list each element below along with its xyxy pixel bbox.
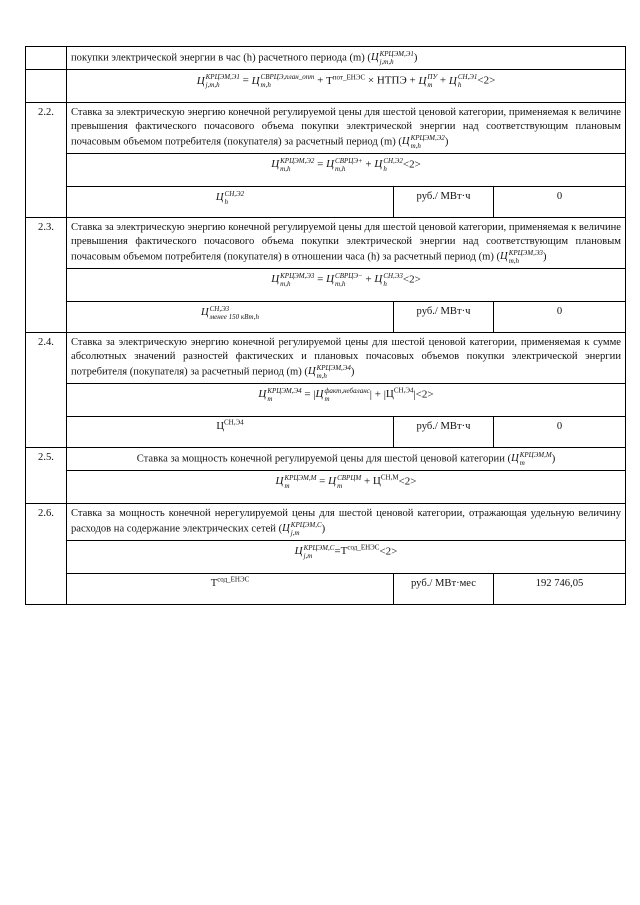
formula: Ц КРЦЭМ,Э3 m,h = Ц СВРЦЭ− m,h + Ц СН,Э3 h <2> — [67, 268, 626, 301]
row-number-cell — [26, 47, 67, 70]
row-description: Ставка за электрическую энергию конечной регулируемой цены для шестой ценовой категории, применяемая к сумме абсолютных значений разностей фактических и плановых почасовых объемов покупки электрической энергии потребителя (покупателя) за расчетный период (m) (Ц КРЦЭМ,Э4 m,h ) — [67, 332, 626, 383]
row-2-2-param — [26, 186, 626, 217]
row-2-4-formula — [26, 383, 626, 416]
row-2-5 — [26, 447, 626, 470]
param-unit: руб./ МВт·ч — [394, 416, 494, 447]
row-description: Ставка за мощность конечной нерегулируемой цены для шестой ценовой категории, отражающая удельную величину расходов на содержание электрических сетей (Ц КРЦЭМ,С j,m ) — [67, 503, 626, 540]
formula: Ц КРЦЭМ,М m = Ц СВРЦМ m + $Ц^{СН,М}<2>$ — [67, 470, 626, 503]
row-number: 2.3. — [26, 217, 67, 332]
row-2-4 — [26, 332, 626, 383]
row-2-1-formula — [26, 70, 626, 103]
row-2-3-param — [26, 301, 626, 332]
param-value: 192 746,05 — [494, 573, 626, 604]
param-symbol: Ц СН,Э3 менее 150 кВт,h — [67, 301, 394, 332]
param-value: 0 — [494, 301, 626, 332]
formula: Ц КРЦЭМ,С j,m $=Т^{сод\_ЕНЭС}<2>$ — [67, 540, 626, 573]
row-2-5-formula — [26, 470, 626, 503]
param-unit: руб./ МВт·ч — [394, 186, 494, 217]
row-description: Ставка за электрическую энергию конечной регулируемой цены для шестой ценовой категории, применяемая к величине превышения фактического почасового объема покупки электрической энергии над соответствующим плановым почасовым объемом потребителя (покупателя) в отношении часа (h) за расчетный период (m) (Ц КРЦЭМ,Э3 m,h ) — [67, 217, 626, 268]
description-text: покупки электрической энергии в час (h) расчетного периода (m) ( — [71, 52, 371, 64]
formula: Ц КРЦЭМ,Э4 m = |Ц факт,небаланс m | + $|Ц^{СН,Э4}|<2>$ — [67, 383, 626, 416]
row-2-2-formula — [26, 153, 626, 186]
row-2-3 — [26, 217, 626, 268]
row-number: 2.2. — [26, 103, 67, 218]
row-number: 2.5. — [26, 447, 67, 503]
formula: Ц КРЦЭМ,Э1 j,m,h = Ц СВРЦЭ,план_опт m,h + $Т^{пот\_ЕНЭС}$ × НТПЭ + Ц ПУ m + Ц СН,Э1 h <2> — [67, 70, 626, 103]
row-description: Ставка за мощность конечной регулируемой цены для шестой ценовой категории (Ц КРЦЭМ,М m ) — [67, 447, 626, 470]
symbol: Ц КРЦЭМ,Э1 j,m,h — [370, 50, 414, 66]
param-unit: руб./ МВт·ч — [394, 301, 494, 332]
row-2-3-formula — [26, 268, 626, 301]
param-symbol: $Ц^{СН,Э4}$ — [67, 416, 394, 447]
row-2-6-formula — [26, 540, 626, 573]
param-unit: руб./ МВт·мес — [394, 573, 494, 604]
param-value: 0 — [494, 186, 626, 217]
row-2-2 — [26, 103, 626, 154]
row-2-1-continuation — [26, 47, 626, 70]
row-description: Ставка за электрическую энергию конечной регулируемой цены для шестой ценовой категории, применяемая к величине превышения фактического почасового объема покупки электрической энергии над соответствующим плановым почасовым объемом потребителя (покупателя) за расчетный период (m) (Ц КРЦЭМ,Э2 m,h ) — [67, 103, 626, 154]
row-2-6 — [26, 503, 626, 540]
row-description: покупки электрической энергии в час (h) расчетного периода (m) (Ц КРЦЭМ,Э1 j,m,h ) — [67, 47, 626, 70]
param-symbol: Ц СН,Э2 h — [67, 186, 394, 217]
param-symbol: $Т^{сод\_ЕНЭС}$ — [67, 573, 394, 604]
formula: Ц КРЦЭМ,Э2 m,h = Ц СВРЦЭ+ m,h + Ц СН,Э2 h <2> — [67, 153, 626, 186]
row-2-4-param — [26, 416, 626, 447]
param-value: 0 — [494, 416, 626, 447]
row-number: 2.4. — [26, 332, 67, 447]
row-2-6-param — [26, 573, 626, 604]
row-number: 2.6. — [26, 503, 67, 604]
tariff-table — [25, 46, 626, 605]
